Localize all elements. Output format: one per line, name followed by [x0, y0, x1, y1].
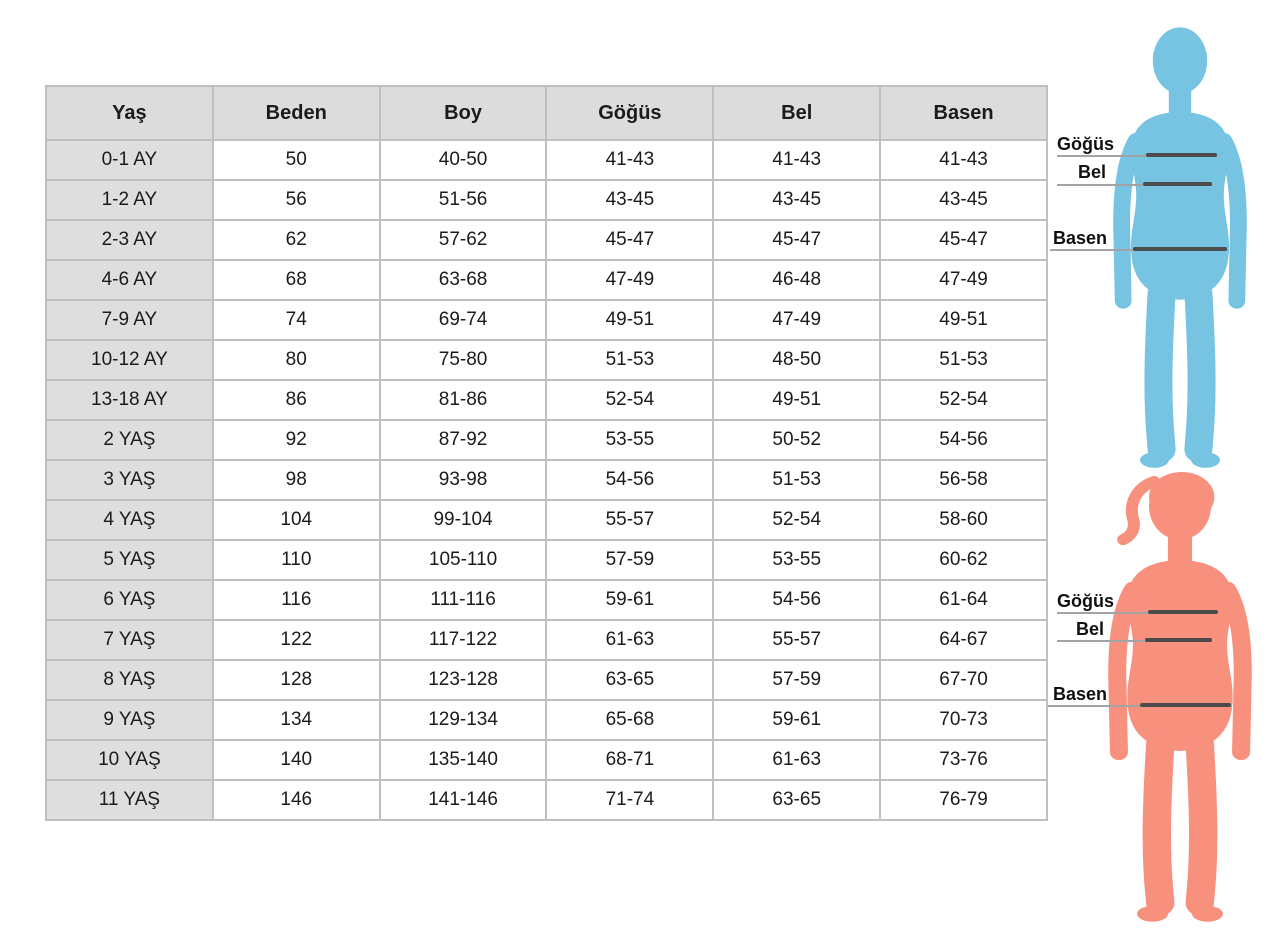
value-cell: 64-67 [880, 620, 1047, 660]
column-header: Yaş [46, 86, 213, 140]
value-cell: 41-43 [880, 140, 1047, 180]
value-cell: 51-56 [380, 180, 547, 220]
value-cell: 56 [213, 180, 380, 220]
age-cell: 7-9 AY [46, 300, 213, 340]
value-cell: 54-56 [546, 460, 713, 500]
value-cell: 87-92 [380, 420, 547, 460]
age-cell: 4-6 AY [46, 260, 213, 300]
value-cell: 63-68 [380, 260, 547, 300]
waist-measure-top [1143, 182, 1212, 186]
value-cell: 123-128 [380, 660, 547, 700]
table-row [46, 180, 1047, 220]
table-row [46, 780, 1047, 820]
value-cell: 59-61 [713, 700, 880, 740]
value-cell: 47-49 [546, 260, 713, 300]
value-cell: 46-48 [713, 260, 880, 300]
value-cell: 104 [213, 500, 380, 540]
value-cell: 146 [213, 780, 380, 820]
value-cell: 53-55 [713, 540, 880, 580]
value-cell: 43-45 [713, 180, 880, 220]
value-cell: 70-73 [880, 700, 1047, 740]
age-cell: 9 YAŞ [46, 700, 213, 740]
age-cell: 13-18 AY [46, 380, 213, 420]
value-cell: 75-80 [380, 340, 547, 380]
value-cell: 56-58 [880, 460, 1047, 500]
hip-label-bottom: Basen [1053, 684, 1108, 704]
value-cell: 45-47 [713, 220, 880, 260]
table-row [46, 740, 1047, 780]
size-table-body [46, 140, 1047, 820]
value-cell: 41-43 [713, 140, 880, 180]
value-cell: 135-140 [380, 740, 547, 780]
value-cell: 116 [213, 580, 380, 620]
waist-label-bottom: Bel [1076, 619, 1105, 639]
value-cell: 63-65 [546, 660, 713, 700]
value-cell: 140 [213, 740, 380, 780]
value-cell: 111-116 [380, 580, 547, 620]
value-cell: 57-59 [546, 540, 713, 580]
value-cell: 61-64 [880, 580, 1047, 620]
value-cell: 52-54 [713, 500, 880, 540]
value-cell: 65-68 [546, 700, 713, 740]
table-row [46, 380, 1047, 420]
chest-measure-top [1146, 153, 1217, 157]
value-cell: 40-50 [380, 140, 547, 180]
table-row [46, 260, 1047, 300]
value-cell: 45-47 [546, 220, 713, 260]
value-cell: 57-62 [380, 220, 547, 260]
value-cell: 81-86 [380, 380, 547, 420]
value-cell: 129-134 [380, 700, 547, 740]
table-row [46, 300, 1047, 340]
value-cell: 128 [213, 660, 380, 700]
age-cell: 8 YAŞ [46, 660, 213, 700]
value-cell: 73-76 [880, 740, 1047, 780]
value-cell: 45-47 [880, 220, 1047, 260]
value-cell: 134 [213, 700, 380, 740]
value-cell: 86 [213, 380, 380, 420]
age-cell: 4 YAŞ [46, 500, 213, 540]
value-cell: 71-74 [546, 780, 713, 820]
hip-label-top: Basen [1053, 228, 1108, 248]
value-cell: 61-63 [713, 740, 880, 780]
value-cell: 60-62 [880, 540, 1047, 580]
value-cell: 61-63 [546, 620, 713, 660]
age-cell: 3 YAŞ [46, 460, 213, 500]
value-cell: 52-54 [546, 380, 713, 420]
value-cell: 68 [213, 260, 380, 300]
value-cell: 76-79 [880, 780, 1047, 820]
column-header: Basen [880, 86, 1047, 140]
column-header: Bel [713, 86, 880, 140]
age-cell: 11 YAŞ [46, 780, 213, 820]
value-cell: 50-52 [713, 420, 880, 460]
age-cell: 6 YAŞ [46, 580, 213, 620]
value-cell: 47-49 [713, 300, 880, 340]
value-cell: 51-53 [880, 340, 1047, 380]
value-cell: 51-53 [546, 340, 713, 380]
chest-label-top: Göğüs [1057, 134, 1114, 154]
value-cell: 92 [213, 420, 380, 460]
table-row [46, 500, 1047, 540]
value-cell: 49-51 [880, 300, 1047, 340]
value-cell: 48-50 [713, 340, 880, 380]
value-cell: 80 [213, 340, 380, 380]
value-cell: 110 [213, 540, 380, 580]
table-row [46, 220, 1047, 260]
value-cell: 50 [213, 140, 380, 180]
age-cell: 10 YAŞ [46, 740, 213, 780]
column-header: Boy [380, 86, 547, 140]
value-cell: 41-43 [546, 140, 713, 180]
size-table-head [46, 86, 1047, 140]
value-cell: 59-61 [546, 580, 713, 620]
age-cell: 2-3 AY [46, 220, 213, 260]
size-table [45, 85, 1048, 821]
value-cell: 55-57 [713, 620, 880, 660]
table-row [46, 540, 1047, 580]
value-cell: 43-45 [546, 180, 713, 220]
value-cell: 57-59 [713, 660, 880, 700]
table-row [46, 580, 1047, 620]
age-cell: 0-1 AY [46, 140, 213, 180]
hip-measure-bottom [1140, 703, 1231, 707]
chest-measure-bottom [1148, 610, 1218, 614]
age-cell: 7 YAŞ [46, 620, 213, 660]
value-cell: 43-45 [880, 180, 1047, 220]
value-cell: 122 [213, 620, 380, 660]
value-cell: 69-74 [380, 300, 547, 340]
table-row [46, 460, 1047, 500]
value-cell: 49-51 [546, 300, 713, 340]
header-row [46, 86, 1047, 140]
value-cell: 58-60 [880, 500, 1047, 540]
table-row [46, 620, 1047, 660]
value-cell: 141-146 [380, 780, 547, 820]
age-cell: 2 YAŞ [46, 420, 213, 460]
figure-bottom [1094, 472, 1266, 928]
age-cell: 1-2 AY [46, 180, 213, 220]
age-cell: 10-12 AY [46, 340, 213, 380]
table-row [46, 340, 1047, 380]
value-cell: 63-65 [713, 780, 880, 820]
waist-label-top: Bel [1078, 162, 1107, 182]
column-header: Göğüs [546, 86, 713, 140]
value-cell: 51-53 [713, 460, 880, 500]
value-cell: 52-54 [880, 380, 1047, 420]
value-cell: 98 [213, 460, 380, 500]
hip-measure-top [1133, 247, 1227, 251]
chest-label-bottom: Göğüs [1057, 591, 1114, 611]
age-cell: 5 YAŞ [46, 540, 213, 580]
waist-measure-bottom [1145, 638, 1212, 642]
value-cell: 62 [213, 220, 380, 260]
table-row [46, 140, 1047, 180]
value-cell: 117-122 [380, 620, 547, 660]
value-cell: 53-55 [546, 420, 713, 460]
table-row [46, 420, 1047, 460]
value-cell: 68-71 [546, 740, 713, 780]
value-cell: 47-49 [880, 260, 1047, 300]
table-row [46, 660, 1047, 700]
girl-silhouette-image [1094, 472, 1266, 928]
value-cell: 54-56 [880, 420, 1047, 460]
value-cell: 67-70 [880, 660, 1047, 700]
value-cell: 99-104 [380, 500, 547, 540]
value-cell: 54-56 [713, 580, 880, 620]
value-cell: 49-51 [713, 380, 880, 420]
column-header: Beden [213, 86, 380, 140]
value-cell: 55-57 [546, 500, 713, 540]
value-cell: 93-98 [380, 460, 547, 500]
table-row [46, 700, 1047, 740]
value-cell: 74 [213, 300, 380, 340]
value-cell: 105-110 [380, 540, 547, 580]
